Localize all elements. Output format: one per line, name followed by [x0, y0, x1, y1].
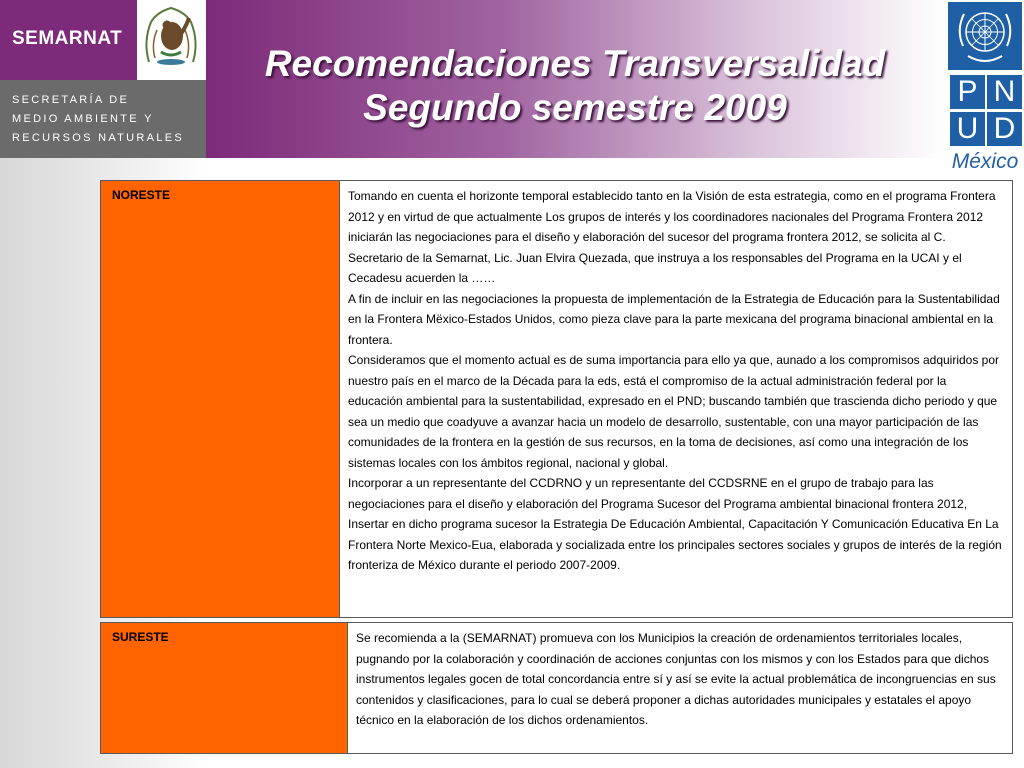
recommendation-paragraph: Tomando en cuenta el horizonte temporal establecido tanto en la Visión de esta estrategia, como en el programa Frontera 2012 y en virtud de que actualmente Los grupos de interés y los coordinadores nacionales del Programa Frontera 2012 iniciarán las negociaciones para el diseño y elaboración del sucesor del programa frontera 2012, se solicita al C. Secretario de la Semarnat, Lic. Juan Elvira Quezada, que instruya a los responsables del Programa en la UCAI y el Cecadesu acuerden la …… — [348, 189, 996, 285]
recommendation-paragraph: Insertar en dicho programa sucesor la Estrategia De Educación Ambiental, Capacitación Y Comunicación Educativa En La Frontera Norte Mexico-Eua, elaborada y socializada entre los principales sectores sociales y grupos de interés de la región fronteriza de México durante el periodo 2007-2009. — [348, 517, 1002, 572]
pnud-letter: N — [987, 75, 1022, 109]
pnud-letter: U — [950, 112, 985, 146]
table-row — [100, 622, 1013, 754]
pnud-letter: P — [950, 75, 985, 109]
page-title — [225, 42, 925, 130]
recommendation-paragraph: Se recomienda a la (SEMARNAT) promueva con los Municipios la creación de ordenamientos territoriales locales, pugnando por la colaboración y coordinación de acciones conjuntas con los mismos y con los Estados para que dichos instrumentos legales gocen de total concordancia entre sí y así se evite la actual problemática de incongruencias en sus contenidos y clasificaciones, para lo cual se deberá proponer a dichas autoridades municipales y estatales el apoyo técnico en la elaboración de los dichos ordenamientos. — [356, 631, 996, 727]
recommendation-paragraph: A fin de incluir en las negociaciones la propuesta de implementación de la Estrategia de Educación para la Sustentabilidad en la Frontera Mëxico-Estados Unidos, como pieza clave para la parte mexicana del programa binacional ambiental en la frontera. — [348, 291, 1000, 347]
un-emblem-box — [948, 2, 1022, 70]
recommendation-cell — [348, 623, 1012, 753]
table-row — [100, 180, 1013, 618]
pnud-logo — [946, 0, 1024, 180]
region-label: NORESTE — [112, 188, 171, 202]
pnud-letter: D — [987, 112, 1022, 146]
secretaria-line: SECRETARÍA DE — [12, 94, 130, 106]
region-label: SURESTE — [112, 630, 169, 644]
mexican-coat-of-arms-icon — [137, 0, 206, 80]
recommendation-paragraph: Incorporar a un representante del CCDRNO y un representante del CCDSRNE en el grupo de trabajo para las negociaciones para el diseño y elaboración del Programa Sucesor del Programa ambiental binacional frontera 2012, — [348, 476, 968, 511]
secretaria-line: RECURSOS NATURALES — [12, 132, 184, 144]
semarnat-wordmark: SEMARNAT — [12, 28, 123, 49]
title-line: Segundo semestre 2009 — [363, 87, 787, 128]
region-cell — [101, 623, 348, 753]
secretaria-line: MEDIO AMBIENTE Y — [12, 113, 154, 125]
secretaria-block — [0, 80, 206, 158]
recommendation-cell — [340, 181, 1012, 617]
un-emblem-icon — [948, 2, 1022, 70]
region-cell — [101, 181, 340, 617]
pnud-country-label: México — [951, 150, 1019, 173]
coat-of-arms-box — [137, 0, 206, 80]
title-line: Recomendaciones Transversalidad — [264, 43, 886, 84]
semarnat-logo-block — [0, 0, 137, 80]
recommendation-paragraph: Consideramos que el momento actual es de suma importancia para ello ya que, aunado a los compromisos adquiridos por nuestro país en el marco de la Década para la eds, está el compromiso de la actual administración federal por la educación ambiental para la sustentabilidad, expresado en el PND; buscando también que trascienda dicho periodo y que sea un medio que coadyuve a avanzar hacia un modelo de desarrollo, sustentable, con una mayor participación de las comunidades de la frontera en la gestión de sus recursos, en la toma de decisiones, así como una integración de los sistemas locales con los ámbitos regional, nacional y global. — [348, 353, 1000, 470]
